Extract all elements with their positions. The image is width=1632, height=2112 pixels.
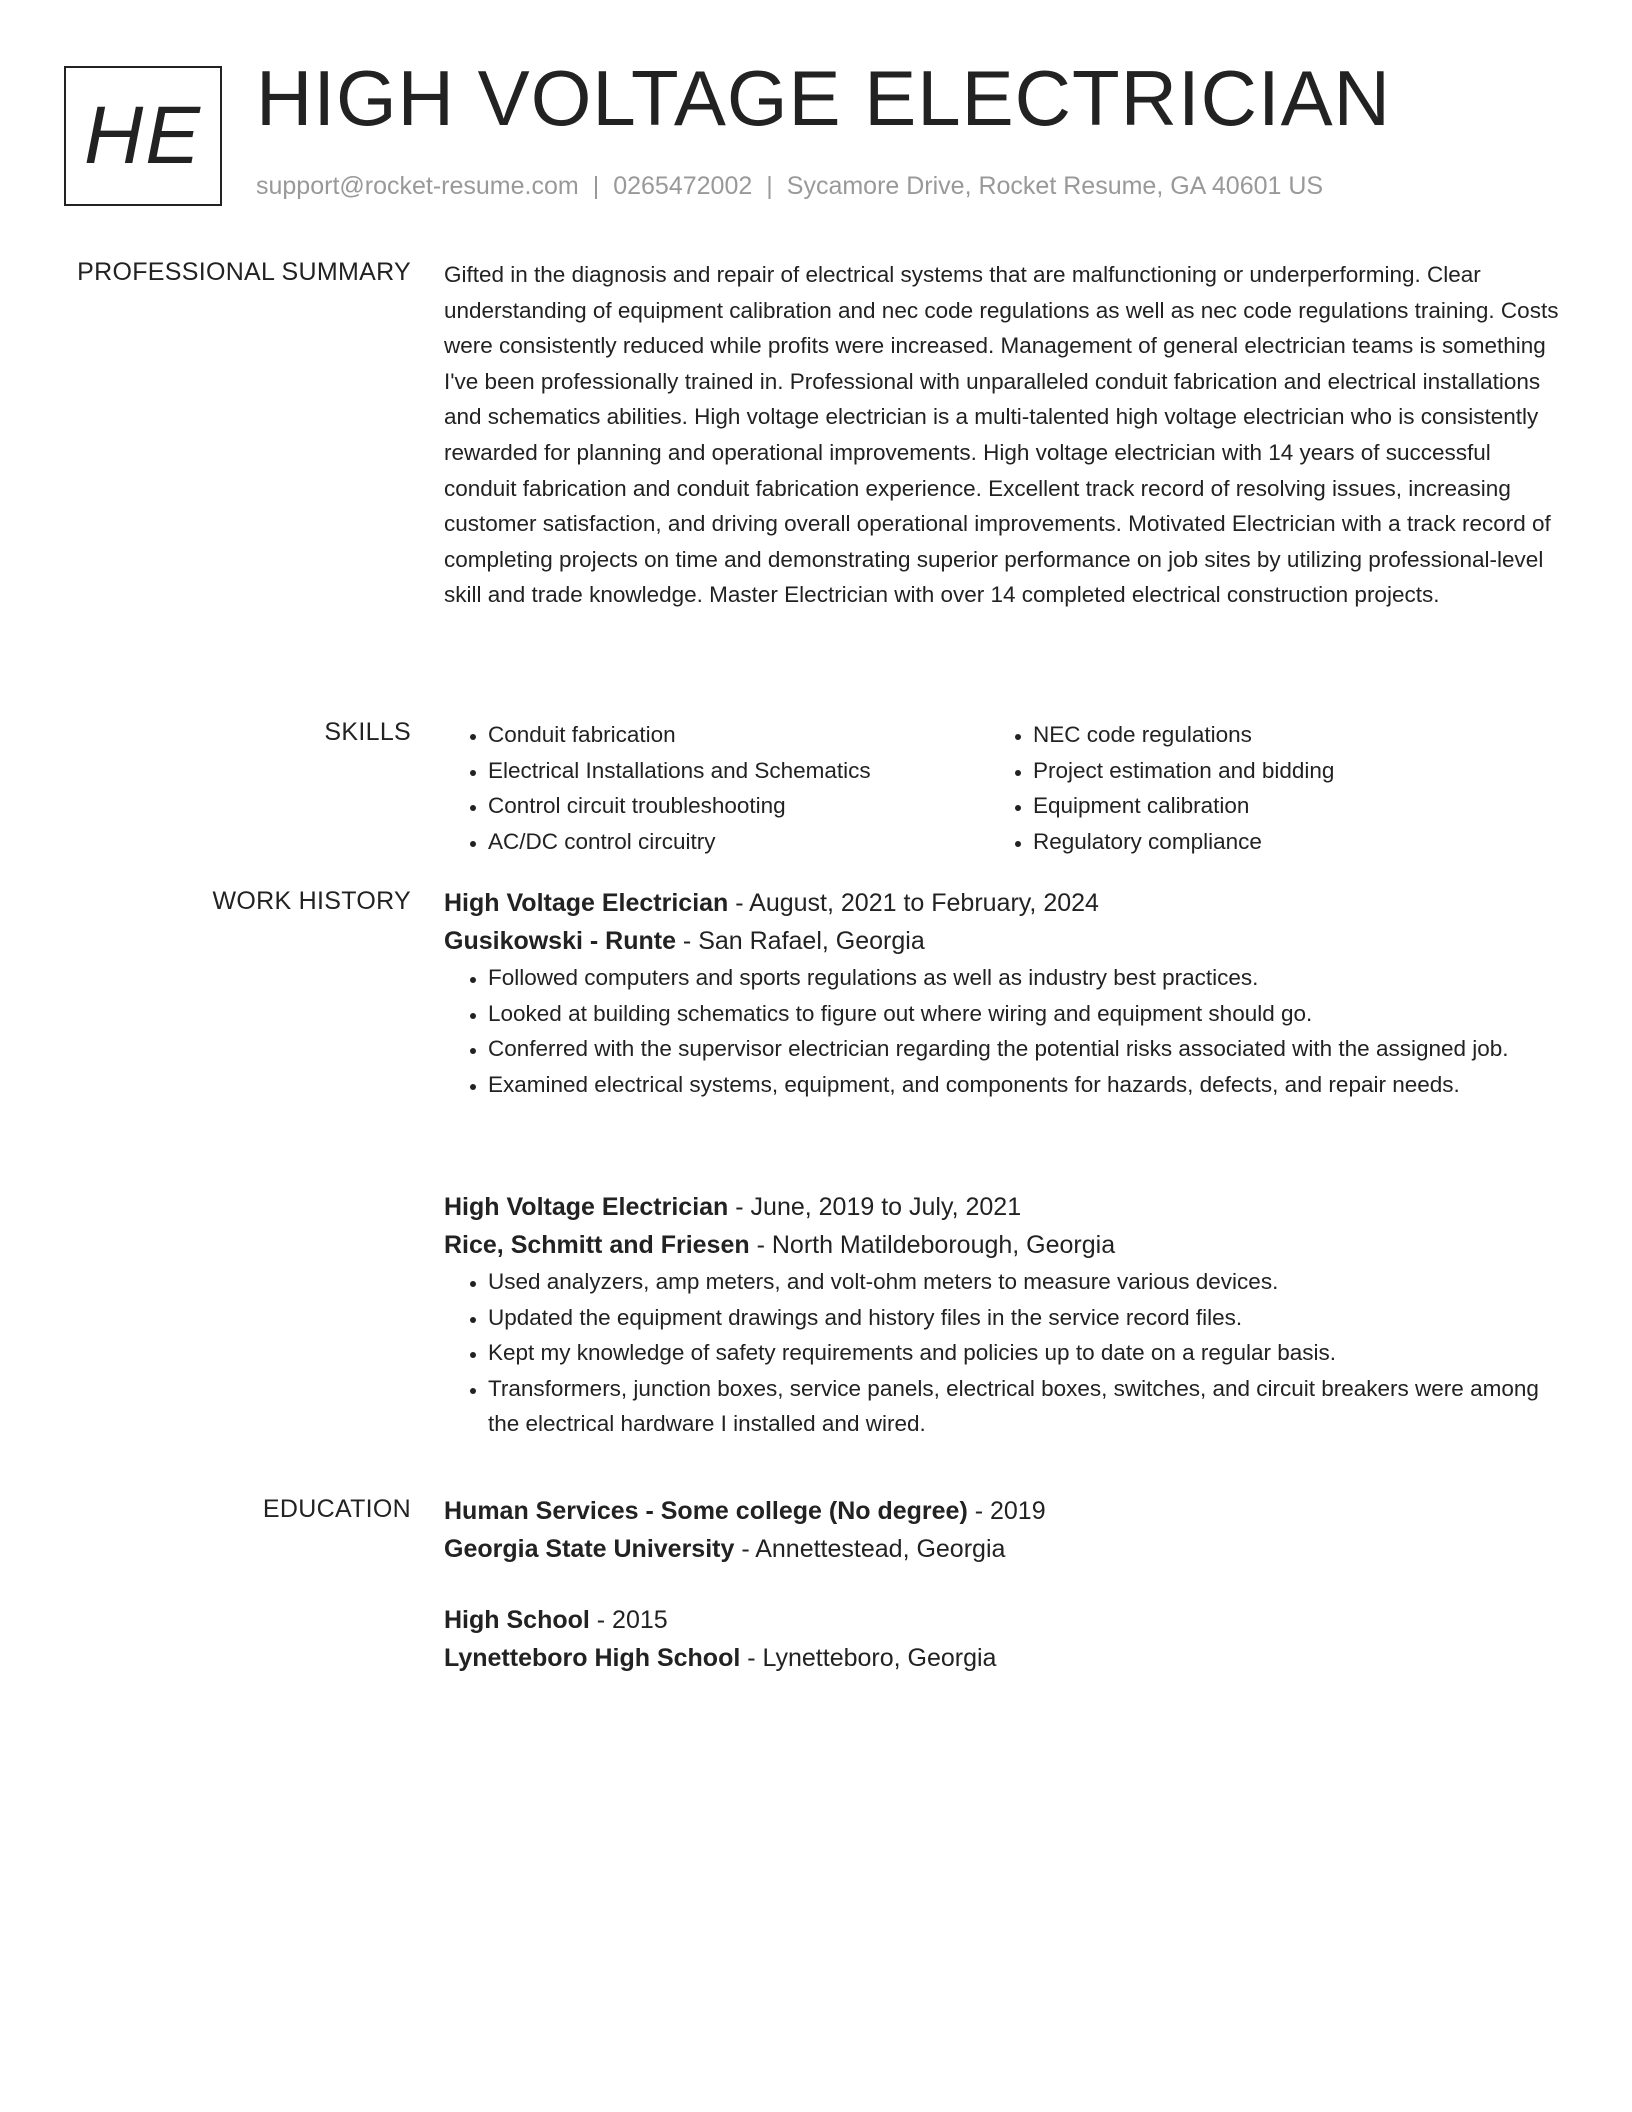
skill-item: • NEC code regulations	[1033, 717, 1534, 753]
job-bullet: • Looked at building schematics to figure out where wiring and equipment should go.	[488, 996, 1564, 1032]
job-bullet: • Transformers, junction boxes, service panels, electrical boxes, switches, and circuit breakers were among the electrical hardware I installed and wired.	[488, 1371, 1564, 1442]
education-year: - 2015	[589, 1606, 668, 1634]
job-dates: - August, 2021 to February, 2024	[728, 889, 1099, 917]
job-bullet: • Followed computers and sports regulations as well as industry best practices.	[488, 960, 1564, 996]
education-school: Georgia State University	[444, 1535, 735, 1563]
job-title-line	[444, 884, 1564, 922]
job-title: High Voltage Electrician	[444, 889, 729, 917]
education-school-line	[444, 1639, 1564, 1677]
contact-email[interactable]: support@rocket-resume.com	[256, 172, 579, 200]
education-location: - Annettestead, Georgia	[734, 1535, 1006, 1563]
contact-separator: |	[592, 172, 600, 200]
education-school-line	[444, 1530, 1564, 1568]
section-label-education: EDUCATION	[262, 1495, 411, 1523]
job-bullets	[444, 1264, 1564, 1442]
section-label-skills: SKILLS	[324, 718, 411, 746]
job-title-line	[444, 1188, 1564, 1226]
skill-item: • Regulatory compliance	[1033, 824, 1534, 860]
job-company-line	[444, 922, 1564, 960]
section-label-summary: PROFESSIONAL SUMMARY	[77, 258, 411, 286]
education-location: - Lynetteboro, Georgia	[740, 1644, 997, 1672]
skills-list-right	[989, 717, 1534, 859]
job-location: - North Matildeborough, Georgia	[749, 1231, 1116, 1259]
education-degree: High School	[444, 1606, 590, 1634]
education-entry	[444, 1492, 1564, 1568]
job-company-line	[444, 1226, 1564, 1264]
skill-item: • Equipment calibration	[1033, 788, 1534, 824]
job-bullet: • Used analyzers, amp meters, and volt-ohm meters to measure various devices.	[488, 1264, 1564, 1300]
job-bullets	[444, 960, 1564, 1102]
job-bullet: • Kept my knowledge of safety requirements and policies up to date on a regular basis.	[488, 1335, 1564, 1371]
job-company: Gusikowski - Runte	[444, 927, 676, 955]
skills-list-left	[444, 717, 989, 859]
education-degree-line	[444, 1492, 1564, 1530]
job-bullet: • Conferred with the supervisor electrician regarding the potential risks associated with the assigned job.	[488, 1031, 1564, 1067]
resume-title: HIGH VOLTAGE ELECTRICIAN	[256, 54, 1391, 142]
job-title: High Voltage Electrician	[444, 1193, 729, 1221]
education-entry	[444, 1601, 1564, 1677]
contact-address: Sycamore Drive, Rocket Resume, GA 40601 US	[786, 172, 1324, 200]
monogram-logo: HE	[64, 66, 222, 206]
job-company: Rice, Schmitt and Friesen	[444, 1231, 750, 1259]
job-entry	[444, 884, 1564, 1102]
education-degree: Human Services - Some college (No degree)	[444, 1497, 968, 1525]
education-degree-line	[444, 1601, 1564, 1639]
job-entry	[444, 1188, 1564, 1442]
education-school: Lynetteboro High School	[444, 1644, 741, 1672]
education-year: - 2019	[967, 1497, 1046, 1525]
section-label-work-history: WORK HISTORY	[212, 887, 411, 915]
job-bullet: • Updated the equipment drawings and history files in the service record files.	[488, 1300, 1564, 1336]
skill-item: • Conduit fabrication	[488, 717, 989, 753]
job-location: - San Rafael, Georgia	[675, 927, 925, 955]
summary-text: Gifted in the diagnosis and repair of electrical systems that are malfunctioning or underperforming. Clear understanding of equipment calibration and nec code regulations as well as nec code regulations training. Costs were consistently reduced while profits were increased. Management of general electrician teams is something I've been professionally trained in. Professional with unparalleled conduit fabrication and electrical installations and schematics abilities. High voltage electrician is a multi-talented high voltage electrician who is consistently rewarded for planning and operational improvements. High voltage electrician with 14 years of successful conduit fabrication and conduit fabrication experience. Excellent track record of resolving issues, increasing customer satisfaction, and driving overall operational improvements. Motivated Electrician with a track record of completing projects on time and demonstrating superior performance on job sites by utilizing professional-level skill and trade knowledge. Master Electrician with over 14 completed electrical construction projects.	[444, 262, 1559, 608]
job-dates: - June, 2019 to July, 2021	[728, 1193, 1022, 1221]
contact-separator: |	[766, 172, 773, 200]
skill-item: • AC/DC control circuitry	[488, 824, 989, 860]
skill-item: • Control circuit troubleshooting	[488, 788, 989, 824]
skill-item: • Project estimation and bidding	[1033, 753, 1534, 789]
job-bullet: • Examined electrical systems, equipment, and components for hazards, defects, and repair needs.	[488, 1067, 1564, 1103]
contact-phone[interactable]: 0265472002	[613, 172, 753, 200]
skill-item: • Electrical Installations and Schematics	[488, 753, 989, 789]
contact-line	[256, 172, 1323, 201]
